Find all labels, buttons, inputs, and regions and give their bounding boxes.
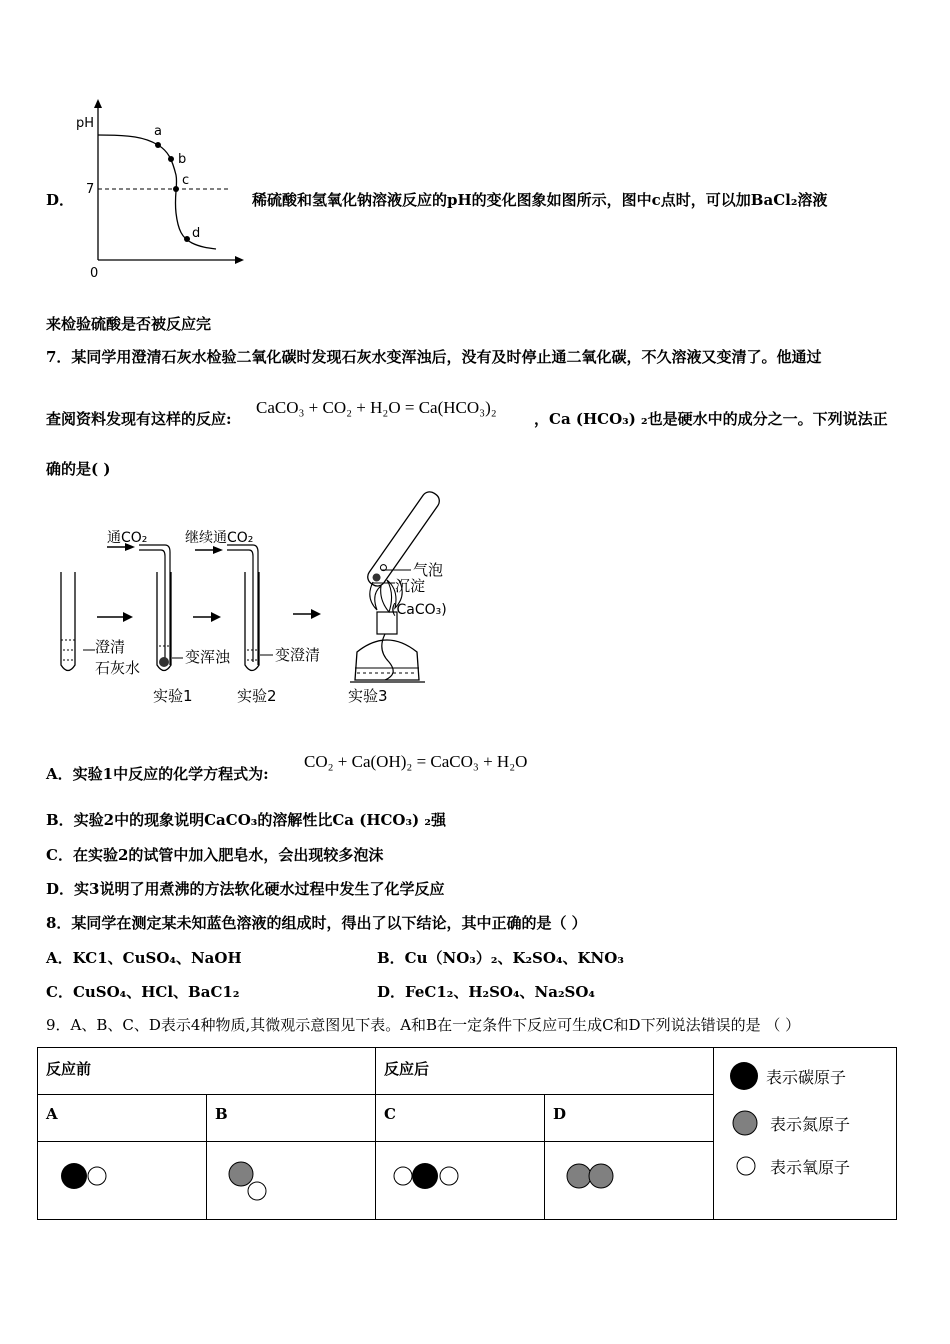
point-a (155, 142, 161, 148)
carbon-atom-icon (728, 1060, 760, 1092)
graph-ref-7: 7 (86, 182, 95, 197)
molecule-b (223, 1152, 323, 1212)
label-exp1: 实验1 (153, 687, 193, 705)
q9-stem: 9．A、B、C、D表示4种物质,其微观示意图见下表。A和B在一定条件下反应可生成C和D下列说法错误的是 （ ） (46, 1016, 801, 1034)
legend-nitrogen-label: 表示氮原子 (770, 1114, 851, 1134)
experiment-figure (55, 490, 465, 715)
q6-optD-cont: 来检验硫酸是否被反应完 (46, 315, 212, 333)
q7-stem-line1: 7．某同学用澄清石灰水检验二氧化碳时发现石灰水变浑浊后，没有及时停止通二氧化碳，不久溶液又变清了。他通过 (46, 348, 822, 366)
q6-optD-label: D． (46, 191, 75, 209)
point-c (173, 186, 179, 192)
q8-stem: 8．某同学在测定某未知蓝色溶液的组成时，得出了以下结论，其中正确的是（ ） (46, 914, 587, 932)
label-a: a (154, 124, 162, 139)
label-turbid: 变浑浊 (185, 648, 231, 666)
label-clear: 变澄清 (275, 646, 321, 664)
molecule-c (390, 1152, 510, 1212)
graph-origin: 0 (90, 266, 99, 280)
q7-stem-line2-prefix: 查阅资料发现有这样的反应: (46, 410, 232, 428)
col-b: B (215, 1105, 228, 1123)
header-before: 反应前 (46, 1060, 92, 1078)
q7-optA-prefix: A．实验1中反应的化学方程式为: (46, 765, 269, 783)
q7-stem-formula: CaCO₃ + CO₂ + H₂O = Ca(HCO₃)₂ (256, 398, 497, 417)
q7-optC: C．在实验2的试管中加入肥皂水，会出现较多泡沫 (46, 846, 384, 864)
point-b (168, 156, 174, 162)
graph-ylabel: pH (76, 116, 95, 131)
molecule-table (37, 1047, 897, 1220)
q6-optD-text: 稀硫酸和氢氧化钠溶液反应的pH的变化图象如图所示，图中c点时，可以加BaCl₂溶液 (252, 191, 828, 209)
q8-optC: C．CuSO₄、HCl、BaC1₂ (46, 983, 240, 1001)
q7-stem-line2-suffix: ，Ca (HCO₃) ₂也是硬水中的成分之一。下列说法正 (534, 410, 888, 428)
label-continue-co2: 继续通CO₂ (185, 530, 254, 546)
point-d (184, 236, 190, 242)
label-co2: 通CO₂ (107, 530, 148, 546)
label-d: d (192, 226, 201, 241)
label-bubble: 气泡 (413, 561, 444, 579)
q7-optD: D．实3说明了用煮沸的方法软化硬水过程中发生了化学反应 (46, 880, 445, 898)
header-after: 反应后 (384, 1060, 430, 1078)
label-exp3: 实验3 (348, 687, 388, 705)
legend-carbon (728, 1060, 846, 1092)
col-d: D (553, 1105, 567, 1123)
col-a: A (46, 1105, 58, 1123)
label-limewater-2: 石灰水 (95, 659, 141, 677)
q7-optB: B．实验2中的现象说明CaCO₃的溶解性比Ca (HCO₃) ₂强 (46, 811, 446, 829)
nitrogen-atom-icon (730, 1108, 760, 1138)
label-caco3: (CaCO₃) (391, 602, 447, 618)
legend-oxygen (734, 1154, 850, 1178)
label-b: b (178, 152, 187, 167)
q7-optA-formula: CO₂ + Ca(OH)₂ = CaCO₃ + H₂O (304, 752, 528, 771)
legend-carbon-label: 表示碳原子 (766, 1067, 847, 1087)
label-precipitate: 沉淀 (395, 577, 426, 595)
q8-optB: B．Cu（NO₃）₂、K₂SO₄、KNO₃ (377, 949, 624, 967)
label-limewater-1: 澄清 (95, 638, 126, 656)
molecule-a (56, 1152, 156, 1212)
label-c: c (182, 173, 190, 188)
legend-oxygen-label: 表示氧原子 (770, 1157, 851, 1177)
q8-optA: A．KC1、CuSO₄、NaOH (46, 949, 242, 967)
label-exp2: 实验2 (237, 687, 277, 705)
oxygen-atom-icon (734, 1154, 758, 1178)
molecule-d (561, 1152, 661, 1212)
q8-optD: D．FeC1₂、H₂SO₄、Na₂SO₄ (377, 983, 596, 1001)
ph-graph (70, 95, 250, 280)
legend-nitrogen (730, 1108, 850, 1138)
q7-stem-line3: 确的是( ) (46, 460, 111, 478)
col-c: C (384, 1105, 396, 1123)
